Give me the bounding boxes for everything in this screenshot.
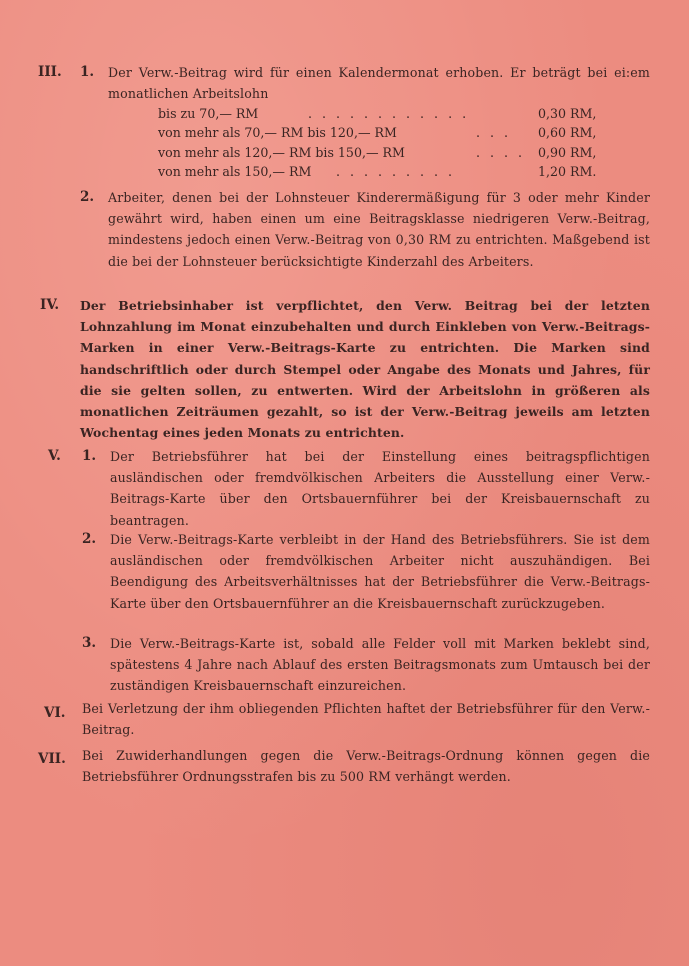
rate-value: 0,30 RM,: [538, 106, 597, 121]
rate-value: 0,60 RM,: [538, 125, 597, 140]
rate-dots: . . . .: [476, 145, 526, 160]
rate-row: [158, 162, 608, 182]
section-vii-text: Bei Zuwiderhandlungen gegen die Verw.-Beitrags-Ordnung können gegen die Betriebsführer Ordnungsstrafen bis zu 500 RM verhängt werden.: [82, 748, 650, 785]
rate-label: von mehr als 120,— RM bis 150,— RM: [158, 145, 405, 160]
section-vi-numeral: VI.: [44, 705, 66, 721]
rate-dots: . . .: [476, 125, 512, 140]
rate-dots: . . . . . . . . . . . .: [308, 106, 470, 121]
section-iii-item-2-number: 2.: [80, 189, 95, 205]
rate-row: [158, 123, 608, 143]
section-v-item-1-number: 1.: [82, 448, 97, 464]
section-v-numeral: V.: [48, 448, 61, 464]
rate-dots: . . . . . . . . .: [336, 164, 456, 179]
section-iv-text: Der Betriebsinhaber ist verpflichtet, den Verw. Beitrag bei der letzten Lohnzahlung im Monat einzubehalten und durch Einkleben von Verw.-Beitrags-Marken in einer Verw.-Beitrags-Karte zu entrichten. Die Marken sind handschriftlich oder durch Stempel oder Angabe des Monats und Jahres, für die sie gelten sollen, zu entwerten. Wird der Arbeitslohn in größeren als monatlichen Zeiträumen gezahlt, so ist der Verw.-Beitrag jeweils am letzten Wochentag eines jeden Monats zu entrichten.: [80, 298, 650, 441]
section-v-item-3-text: Die Verw.-Beitrags-Karte ist, sobald alle Felder voll mit Marken beklebt sind, spätestens 4 Jahre nach Ablauf des ersten Beitragsmonats zum Umtausch bei der zuständigen Kreisbauernschaft einzureichen.: [110, 636, 650, 694]
section-iii-item-1-number: 1.: [80, 64, 95, 80]
section-vii-numeral: VII.: [38, 751, 66, 767]
section-iii-item-1-intro: Der Verw.-Beitrag wird für einen Kalendermonat erhoben. Er beträgt bei ei:em monatlichen Arbeitslohn: [108, 65, 650, 102]
section-v-item-3-number: 3.: [82, 635, 97, 651]
section-v-item-1-text: Der Betriebsführer hat bei der Einstellung eines beitragspflichtigen ausländischen oder fremdvölkischen Arbeiters die Ausstellung einer Verw.-Beitrags-Karte über den Ortsbauernführer bei der Kreisbauernschaft zu beantragen.: [110, 449, 650, 528]
rate-row: [158, 104, 608, 124]
rate-label: bis zu 70,— RM: [158, 106, 259, 121]
section-iii-item-2-text: Arbeiter, denen bei der Lohnsteuer Kinderermäßigung für 3 oder mehr Kinder gewährt wird, haben einen um eine Beitragsklasse niedrigeren Verw.-Beitrag, mindestens jedoch einen Verw.-Beitrag von 0,30 RM zu entrichten. Maßgebend ist die bei der Lohnsteuer berücksichtigte Kinderzahl des Arbeiters.: [108, 190, 650, 269]
rate-value: 0,90 RM,: [538, 145, 597, 160]
rate-value: 1,20 RM.: [538, 164, 597, 179]
rate-row: [158, 143, 608, 163]
section-iv-numeral: IV.: [40, 297, 60, 313]
section-iii-numeral: III.: [38, 64, 62, 80]
rate-label: von mehr als 150,— RM: [158, 164, 312, 179]
section-v-item-2-text: Die Verw.-Beitrags-Karte verbleibt in der Hand des Betriebsführers. Sie ist dem ausländischen oder fremdvölkischen Arbeiter nicht auszuhändigen. Bei Beendigung des Arbeitsverhältnisses hat der Betriebsführer die Verw.-Beitrags-Karte über den Ortsbauernführer an die Kreisbauernschaft zurückzugeben.: [110, 532, 650, 611]
rate-label: von mehr als 70,— RM bis 120,— RM: [158, 125, 397, 140]
section-vi-text: Bei Verletzung der ihm obliegenden Pflichten haftet der Betriebsführer für den Verw.-Beitrag.: [82, 701, 650, 738]
section-v-item-2-number: 2.: [82, 531, 97, 547]
